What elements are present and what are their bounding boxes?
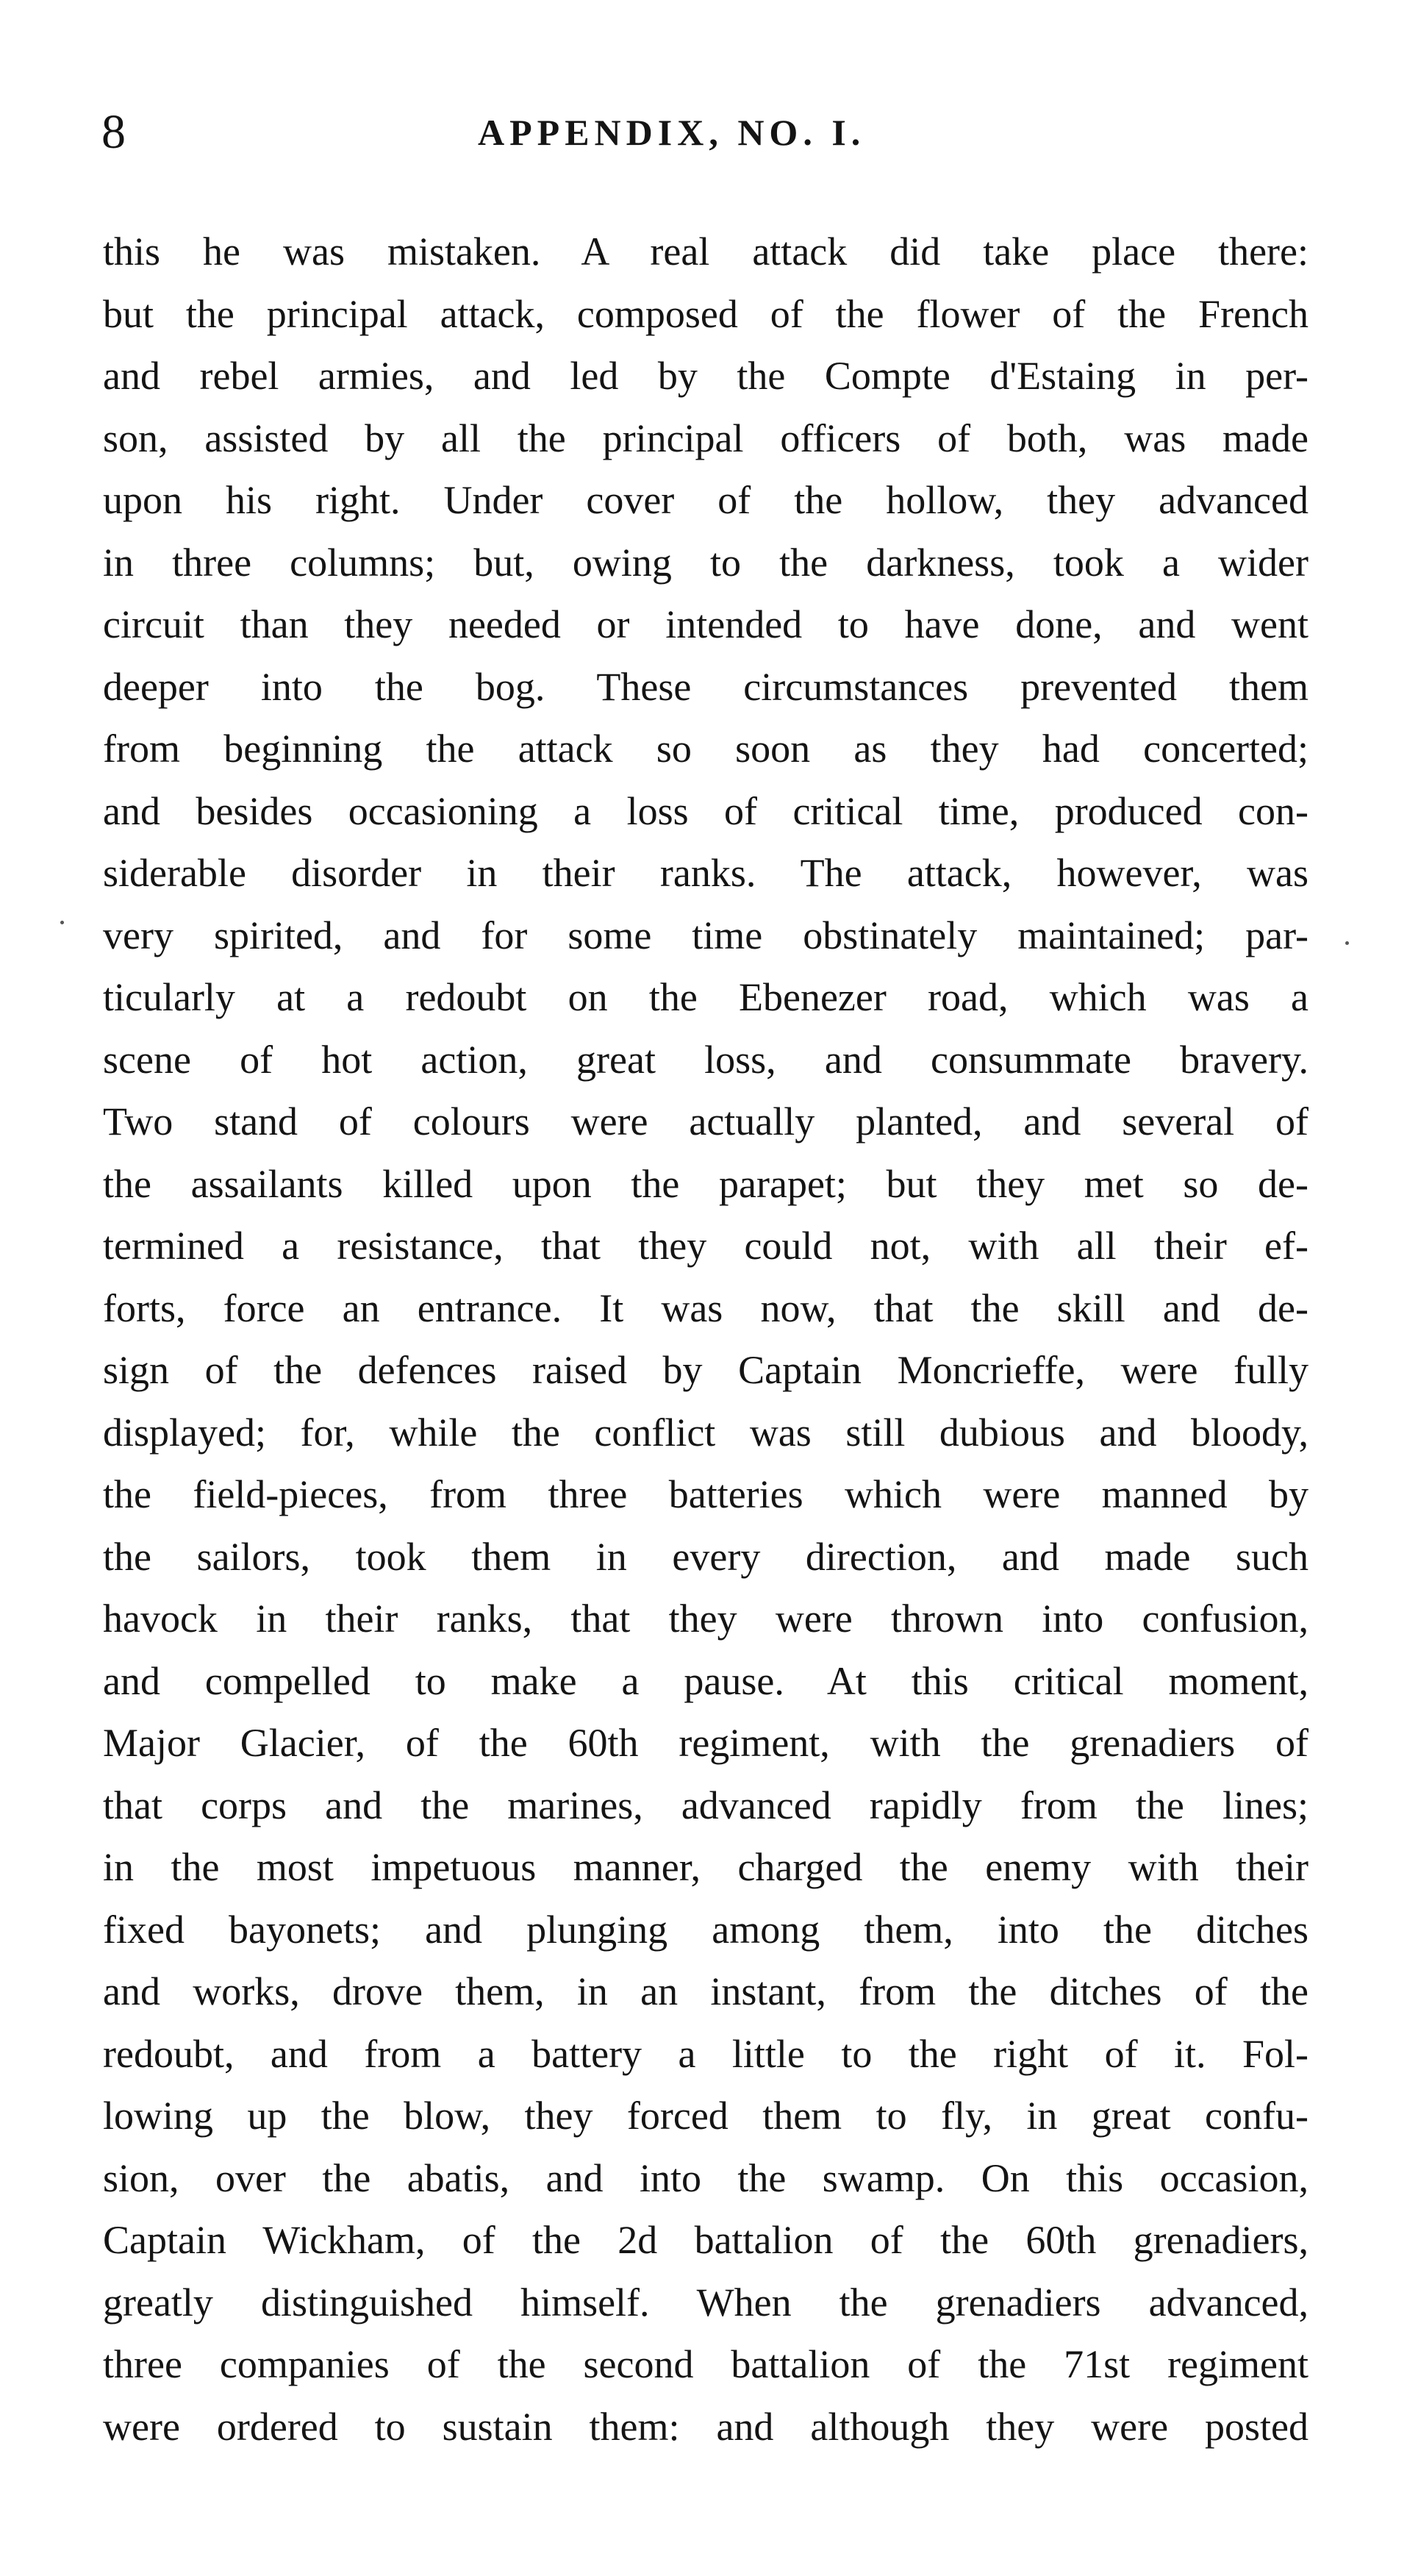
body-text (103, 221, 1308, 2458)
text-line: forts, force an entrance. It was now, that the skill and de- (103, 1285, 1308, 1330)
text-line: fixed bayonets; and plunging among them, into the ditches (103, 1907, 1308, 1952)
text-line: in the most impetuous manner, charged the enemy with their (103, 1845, 1308, 1889)
text-line: circuit than they needed or intended to have done, and went (103, 602, 1308, 646)
text-line: Two stand of colours were actually planted, and several of (103, 1099, 1308, 1143)
text-line: this he was mistaken. A real attack did take place there: (103, 229, 1308, 274)
text-line: termined a resistance, that they could not, with all their ef- (103, 1224, 1308, 1268)
text-line: and compelled to make a pause. At this critical moment, (103, 1658, 1308, 1703)
text-line: greatly distinguished himself. When the grenadiers advanced, (103, 2280, 1308, 2325)
text-line: Captain Wickham, of the 2d battalion of the 60th grenadiers, (103, 2218, 1308, 2262)
text-line: displayed; for, while the conflict was still dubious and bloody, (103, 1410, 1308, 1455)
text-line: but the principal attack, composed of the flower of the French (103, 291, 1308, 336)
text-line: the sailors, took them in every direction, and made such (103, 1534, 1308, 1579)
print-speck (60, 921, 64, 924)
text-line: very spirited, and for some time obstinately maintained; par- (103, 913, 1308, 957)
text-line: ticularly at a redoubt on the Ebenezer road, which was a (103, 975, 1308, 1019)
text-line: the assailants killed upon the parapet; but they met so de- (103, 1161, 1308, 1206)
text-line: the field-pieces, from three batteries which were manned by (103, 1472, 1308, 1516)
text-line: and works, drove them, in an instant, from the ditches of the (103, 1969, 1308, 2013)
text-line: in three columns; but, owing to the darkness, took a wider (103, 540, 1308, 585)
text-line: lowing up the blow, they forced them to fly, in great confu- (103, 2094, 1308, 2138)
text-line: siderable disorder in their ranks. The attack, however, was (103, 851, 1308, 895)
text-line: that corps and the marines, advanced rapidly from the lines; (103, 1783, 1308, 1827)
text-line: and besides occasioning a loss of critical time, produced con- (103, 788, 1308, 833)
text-line: scene of hot action, great loss, and consummate bravery. (103, 1037, 1308, 1082)
text-line: from beginning the attack so soon as they had concerted; (103, 727, 1308, 771)
text-line: three companies of the second battalion of the 71st regiment (103, 2342, 1308, 2386)
text-line: son, assisted by all the principal officers of both, was made (103, 415, 1308, 460)
page-header (96, 103, 1308, 162)
text-line: sign of the defences raised by Captain Moncrieffe, were fully (103, 1348, 1308, 1392)
text-line: Major Glacier, of the 60th regiment, with the grenadiers of (103, 1721, 1308, 1765)
page-number: 8 (101, 105, 126, 159)
text-line: redoubt, and from a battery a little to the right of it. Fol- (103, 2031, 1308, 2076)
text-line: sion, over the abatis, and into the swamp. On this occasion, (103, 2155, 1308, 2200)
text-line: havock in their ranks, that they were thrown into confusion, (103, 1596, 1308, 1641)
text-line: upon his right. Under cover of the hollow, they advanced (103, 478, 1308, 522)
print-speck (1345, 941, 1349, 945)
text-line: and rebel armies, and led by the Compte d'Estaing in per- (103, 354, 1308, 398)
text-line: were ordered to sustain them: and although they were posted (103, 2404, 1308, 2449)
running-head: APPENDIX, NO. I. (478, 112, 866, 153)
text-line: deeper into the bog. These circumstances prevented them (103, 664, 1308, 709)
